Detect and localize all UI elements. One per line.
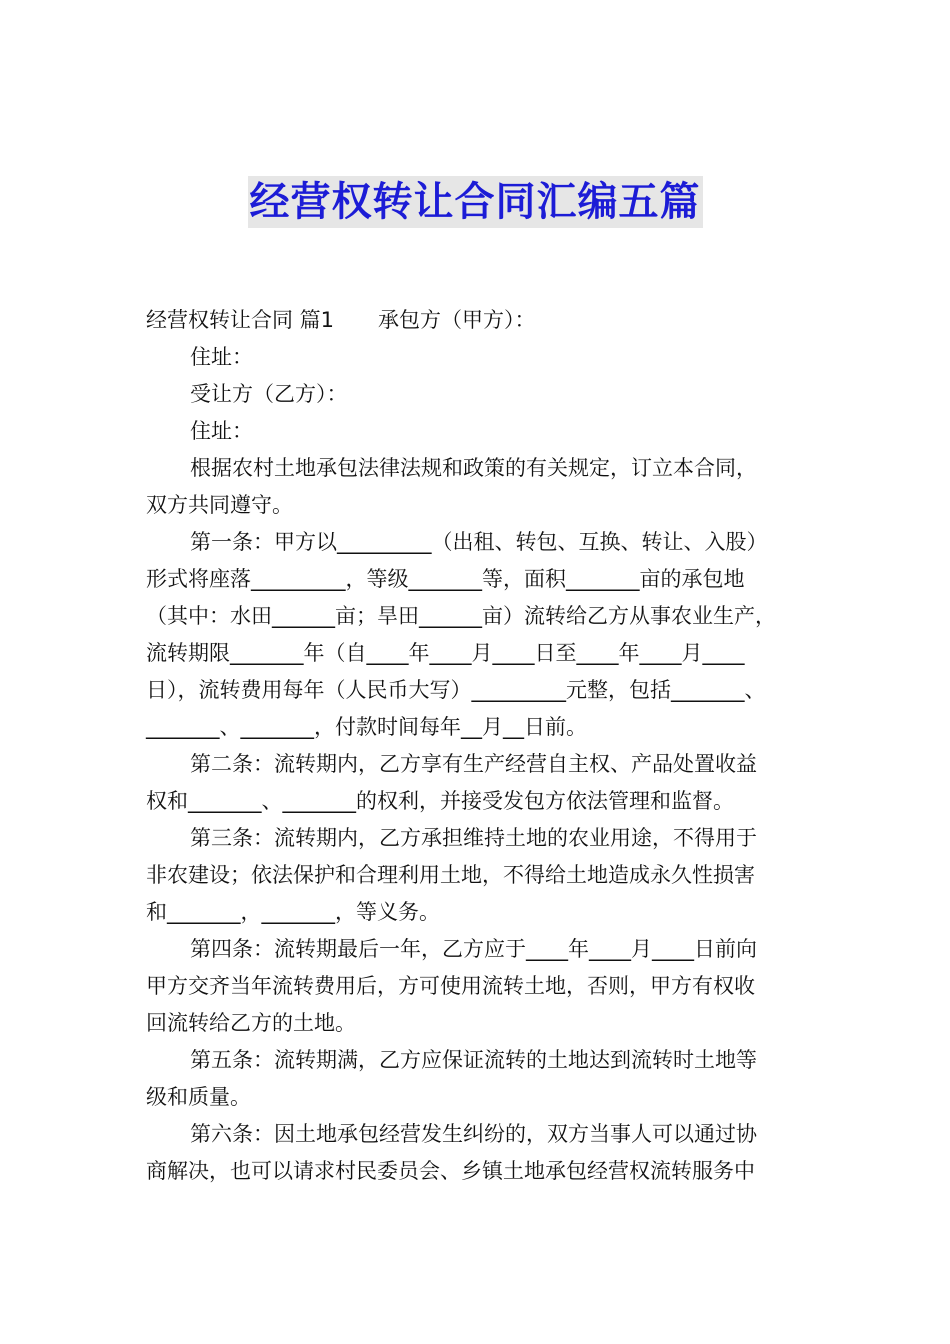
text-line	[146, 524, 812, 561]
text-line-content: 第六条：因土地承包经营发生纠纷的，双方当事人可以通过协	[190, 1122, 757, 1146]
text-line-content: 非农建设；依法保护和合理利用土地，不得给土地造成永久性损害	[146, 863, 755, 887]
document-body	[146, 302, 812, 1190]
text-line-content: 商解决，也可以请求村民委员会、乡镇土地承包经营权流转服务中	[146, 1159, 755, 1183]
text-line	[146, 339, 812, 376]
text-line-content: 形式将座落_________，等级_______等，面积_______亩的承包地	[146, 567, 745, 591]
text-line	[146, 413, 812, 450]
text-line-content: _______、_______，付款时间每年__月__日前。	[146, 715, 587, 739]
text-line-content: 甲方交齐当年流转费用后，方可使用流转土地，否则，甲方有权收	[146, 974, 755, 998]
text-line	[146, 672, 812, 709]
text-line	[146, 746, 812, 783]
text-line-content: 第一条：甲方以_________（出租、转包、互换、转让、入股）	[190, 530, 768, 554]
text-line	[146, 820, 812, 857]
text-line-content: 第四条：流转期最后一年，乙方应于____年____月____日前向	[190, 937, 757, 961]
text-line	[146, 450, 812, 487]
document-title: 经营权转让合同汇编五篇	[248, 176, 703, 228]
text-line	[146, 487, 812, 524]
text-line-content: 住址：	[190, 345, 253, 369]
text-line	[146, 598, 812, 635]
text-line	[146, 1116, 812, 1153]
text-line	[146, 561, 812, 598]
text-line-content: 第三条：流转期内，乙方承担维持土地的农业用途，不得用于	[190, 826, 757, 850]
text-line	[146, 376, 812, 413]
text-line	[146, 783, 812, 820]
text-line	[146, 302, 812, 339]
text-line	[146, 931, 812, 968]
text-line-content: （其中：水田______亩；旱田______亩）流转给乙方从事农业生产，	[146, 604, 776, 628]
text-line-content: 第二条：流转期内，乙方享有生产经营自主权、产品处置收益	[190, 752, 757, 776]
text-line-content: 权和_______、_______的权利，并接受发包方依法管理和监督。	[146, 789, 734, 813]
text-line-content: 级和质量。	[146, 1085, 251, 1109]
title-container	[0, 176, 950, 228]
text-line	[146, 635, 812, 672]
text-line	[146, 1153, 812, 1190]
text-line-extra: 承包方（甲方）：	[378, 308, 536, 332]
text-line-content: 经营权转让合同 篇1	[146, 308, 335, 332]
text-line-content: 回流转给乙方的土地。	[146, 1011, 356, 1035]
text-line-content: 日），流转费用每年（人民币大写）_________元整，包括_______、	[146, 678, 766, 702]
text-line	[146, 894, 812, 931]
text-line	[146, 1079, 812, 1116]
text-line-content: 第五条：流转期满，乙方应保证流转的土地达到流转时土地等	[190, 1048, 757, 1072]
text-line-content: 双方共同遵守。	[146, 493, 293, 517]
text-line	[146, 709, 812, 746]
text-line	[146, 1005, 812, 1042]
text-line-content: 根据农村土地承包法律法规和政策的有关规定，订立本合同，	[190, 456, 757, 480]
text-line	[146, 1042, 812, 1079]
text-line-content: 受让方（乙方）：	[190, 382, 348, 406]
text-line-content: 和_______，_______，等义务。	[146, 900, 440, 924]
text-line-content: 流转期限_______年（自____年____月____日至____年____月____	[146, 641, 745, 665]
text-line-content: 住址：	[190, 419, 253, 443]
text-line	[146, 857, 812, 894]
text-line	[146, 968, 812, 1005]
